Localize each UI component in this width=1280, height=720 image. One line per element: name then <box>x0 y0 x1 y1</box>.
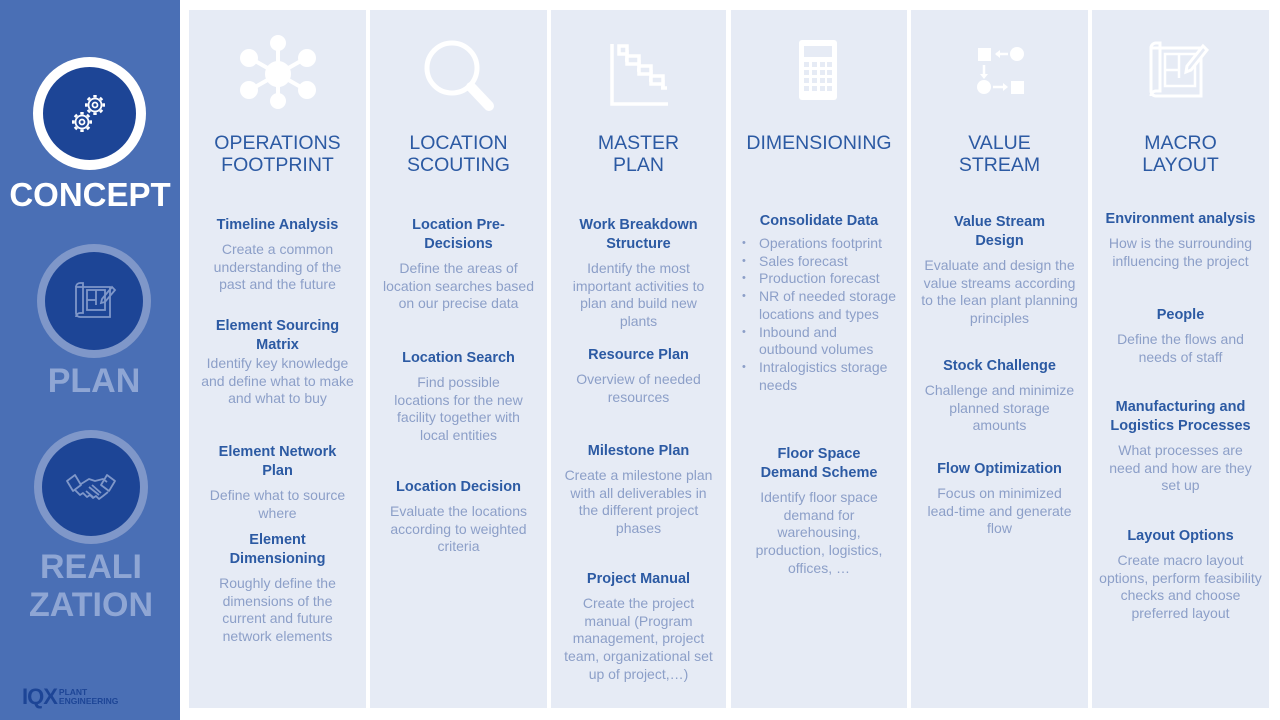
column-title: OPERATIONS FOOTPRINT <box>214 132 341 176</box>
column-title: MASTER PLAN <box>597 132 680 176</box>
section-heading: Element Dimensioning <box>229 532 326 567</box>
section-heading: Location Pre-Decisions <box>412 217 505 252</box>
section-text: Define the flows and needs of staff <box>1117 331 1244 365</box>
section-heading: Timeline Analysis <box>216 217 339 233</box>
company-logo: IQX PLANT ENGINEERING <box>22 684 119 709</box>
section-heading: Stock Challenge <box>943 358 1056 374</box>
phase-concept-circle[interactable] <box>33 57 146 170</box>
handshake-icon <box>61 457 121 517</box>
section-text: Create macro layout options, perform feasibility checks and choose preferred layout <box>1099 552 1262 622</box>
section-text: Evaluate the locations according to weighted criteria <box>390 503 527 555</box>
section <box>1100 398 1261 495</box>
section <box>919 460 1080 538</box>
section-heading: Element Sourcing Matrix <box>215 318 340 353</box>
bullet-list <box>739 235 899 394</box>
section-text: What processes are need and how are they set up <box>1109 442 1252 494</box>
section-text: Create a common understanding of the past and the future <box>213 241 342 293</box>
section-heading: Location Search <box>402 350 515 366</box>
column-title: LOCATION SCOUTING <box>407 132 510 176</box>
section-text: Create the project manual (Program management, project team, organizational set up of project,…) <box>564 595 713 682</box>
section <box>739 445 899 578</box>
section <box>1100 527 1261 623</box>
section <box>739 212 899 394</box>
section-heading: Environment analysis <box>1105 211 1256 227</box>
section <box>378 349 539 445</box>
section <box>197 443 358 522</box>
section <box>378 478 539 556</box>
section-text: Challenge and minimize planned storage amounts <box>924 382 1075 434</box>
section-text: Find possible locations for the new facility together with local entities <box>394 374 523 444</box>
phase-realization-label: REALI ZATION <box>28 548 153 624</box>
section-text: Evaluate and design the value streams according to the lean plant planning principles <box>921 257 1078 327</box>
blueprint-icon <box>66 273 122 329</box>
section-text: Create a milestone plan with all deliverables in the different project phases <box>564 467 713 537</box>
phase-plan-label: PLAN <box>47 362 141 400</box>
section-heading: Value Stream Design <box>953 214 1046 249</box>
section <box>378 216 539 313</box>
calculator-icon <box>779 34 859 114</box>
column-macro-layout <box>1092 10 1269 708</box>
phase-plan-circle[interactable] <box>37 244 151 358</box>
section-text: Focus on minimized lead-time and generate flow <box>927 485 1072 537</box>
list-item: • Intralogistics storage needs <box>739 359 899 394</box>
section-text: Define what to source where <box>209 487 346 521</box>
section-text: How is the surrounding influencing the project <box>1108 235 1253 269</box>
section-text: Roughly define the dimensions of the current and future network elements <box>219 575 336 645</box>
list-item: • Production forecast <box>739 270 899 288</box>
column-operations-footprint <box>189 10 366 708</box>
section-text: Define the areas of location searches based on our precise data <box>383 260 534 312</box>
column-location-scouting <box>370 10 547 708</box>
phase-concept-label: CONCEPT <box>9 176 171 213</box>
section-heading: Manufacturing and Logistics Processes <box>1110 399 1251 434</box>
section <box>559 346 718 406</box>
section-heading: Project Manual <box>586 571 691 587</box>
column-master-plan <box>551 10 726 708</box>
section-text: Identify key knowledge and define what to make and what to buy <box>201 355 354 407</box>
section <box>197 531 358 646</box>
value-stream-icon <box>960 34 1040 114</box>
section <box>559 442 718 538</box>
column-dimensioning <box>731 10 907 708</box>
list-item: • NR of needed storage locations and types <box>739 288 899 323</box>
section <box>559 216 718 331</box>
column-title: MACRO LAYOUT <box>1142 132 1219 176</box>
section-heading: Layout Options <box>1127 528 1234 544</box>
section-heading: Work Breakdown Structure <box>579 217 698 252</box>
section-heading: Resource Plan <box>588 347 689 363</box>
column-value-stream <box>911 10 1088 708</box>
section-heading: Element Network Plan <box>218 444 337 479</box>
section-text: Identify the most important activities to plan and build new plants <box>572 260 705 330</box>
section <box>919 213 1080 328</box>
section-text: Overview of needed resources <box>576 371 701 405</box>
gears-icon <box>62 86 118 142</box>
section-heading: Flow Optimization <box>937 461 1062 477</box>
list-item: • Sales forecast <box>739 253 899 271</box>
list-item: • Inbound and outbound volumes <box>739 324 899 359</box>
column-title: DIMENSIONING <box>746 132 892 154</box>
section <box>919 357 1080 435</box>
section <box>1100 210 1261 270</box>
section-heading: People <box>1156 307 1205 323</box>
phase-sidebar <box>0 0 180 720</box>
layout-plan-icon <box>1141 34 1221 114</box>
section-heading: Location Decision <box>396 479 521 495</box>
section <box>197 216 358 294</box>
network-icon <box>238 34 318 114</box>
section <box>559 570 718 684</box>
column-title: VALUE STREAM <box>958 132 1041 176</box>
section <box>1100 306 1261 366</box>
section-text: Identify floor space demand for warehousing, production, logistics, offices, … <box>755 489 883 576</box>
phase-realization-circle[interactable] <box>34 430 148 544</box>
section-heading: Consolidate Data <box>759 213 879 229</box>
section-heading: Milestone Plan <box>587 443 690 459</box>
magnifier-icon <box>419 34 499 114</box>
list-item: • Operations footprint <box>739 235 899 253</box>
section <box>197 317 358 408</box>
gantt-icon <box>599 34 679 114</box>
section-heading: Floor Space Demand Scheme <box>760 446 878 481</box>
